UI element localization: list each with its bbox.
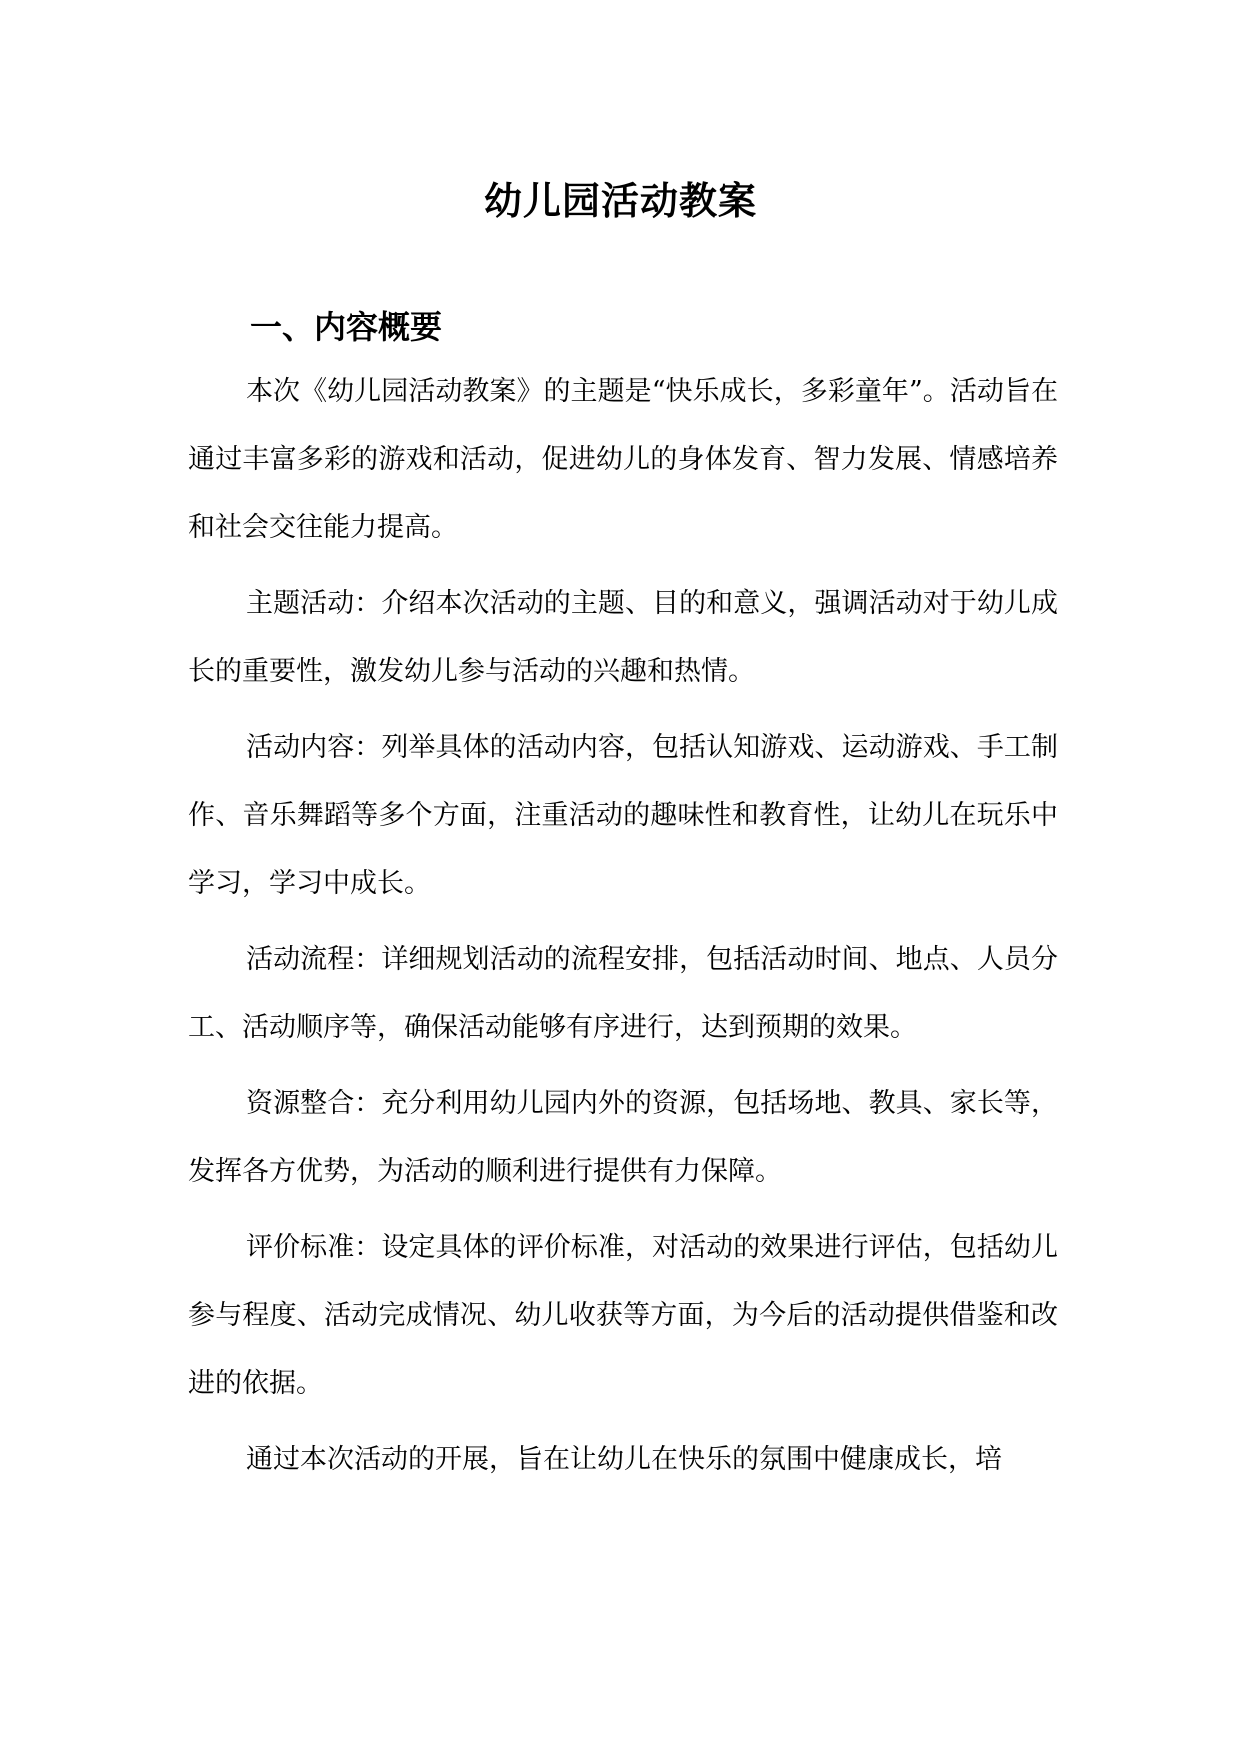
body-text [188,358,1058,1502]
paragraph-resource-integration: 资源整合：充分利用幼儿园内外的资源，包括场地、教具、家长等，发挥各方优势，为活动的顺利进行提供有力保障。 [188,1088,1058,1187]
paragraph-evaluation-criteria: 评价标准：设定具体的评价标准，对活动的效果进行评估，包括幼儿参与程度、活动完成情况、幼儿收获等方面，为今后的活动提供借鉴和改进的依据。 [188,1232,1058,1399]
paragraph-activity-process: 活动流程：详细规划活动的流程安排，包括活动时间、地点、人员分工、活动顺序等，确保活动能够有序进行，达到预期的效果。 [188,944,1058,1043]
document-title: 幼儿园活动教案 [483,178,757,224]
section-heading: 一、内容概要 [250,307,443,346]
paragraph-conclusion: 通过本次活动的开展，旨在让幼儿在快乐的氛围中健康成长，培 [246,1444,1002,1475]
paragraph-intro: 本次《幼儿园活动教案》的主题是“快乐成长，多彩童年”。活动旨在通过丰富多彩的游戏和活动，促进幼儿的身体发育、智力发展、情感培养和社会交往能力提高。 [188,376,1058,543]
paragraph-activity-content: 活动内容：列举具体的活动内容，包括认知游戏、运动游戏、手工制作、音乐舞蹈等多个方面，注重活动的趣味性和教育性，让幼儿在玩乐中学习，学习中成长。 [188,732,1058,899]
paragraph-theme-activity: 主题活动：介绍本次活动的主题、目的和意义，强调活动对于幼儿成长的重要性，激发幼儿参与活动的兴趣和热情。 [188,588,1058,687]
